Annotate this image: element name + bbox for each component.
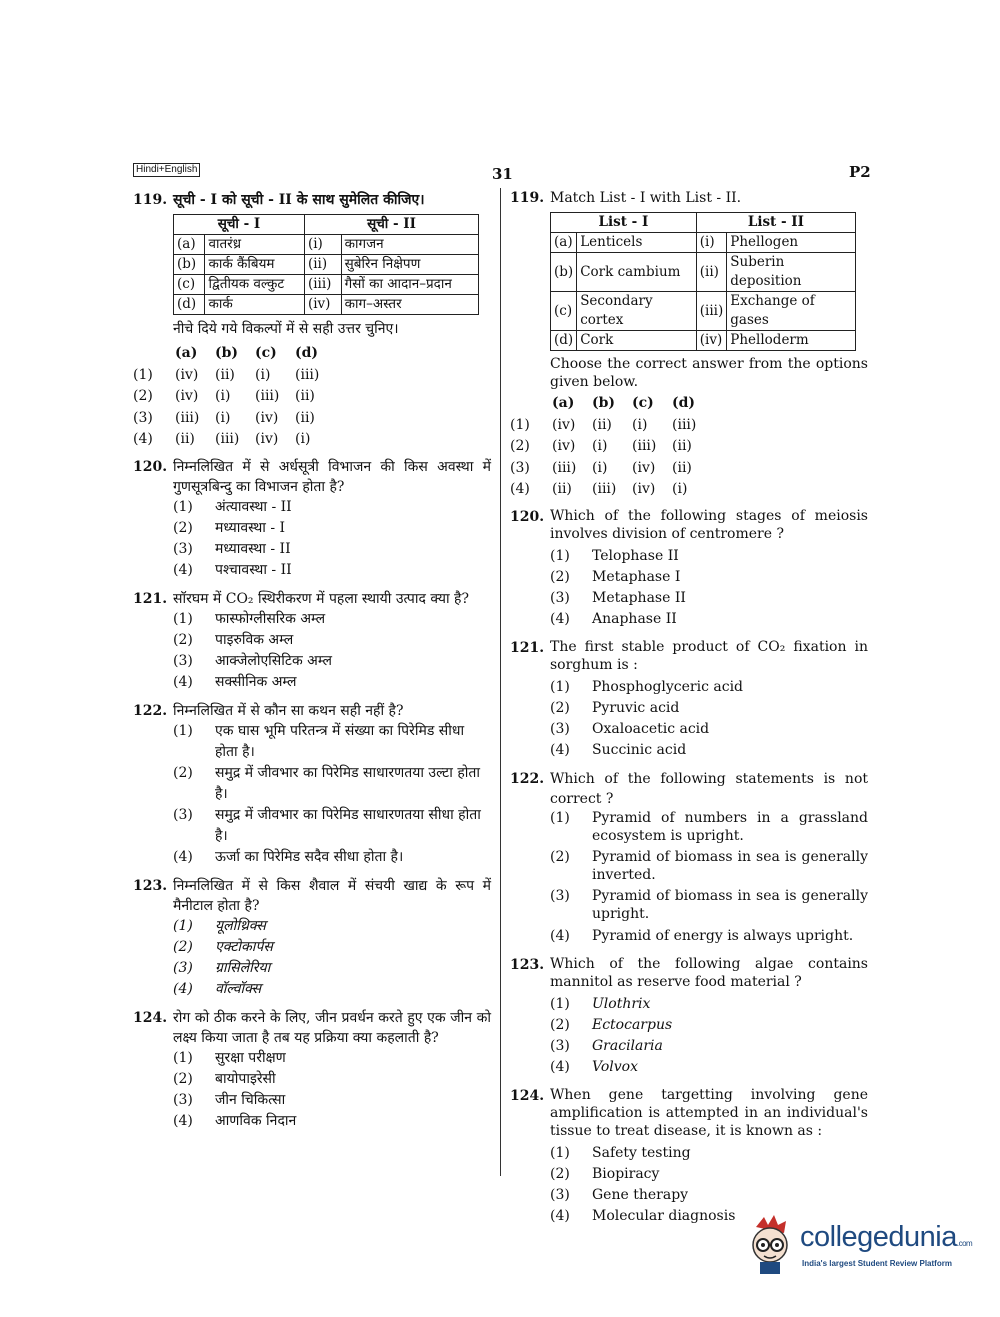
brand-tagline: India's largest Student Review Platform: [802, 1259, 952, 1268]
option: (2) Pyramid of biomass in sea is generally inverted.: [550, 848, 868, 883]
table-row: (b) Cork cambium (ii) Suberin deposition: [551, 253, 856, 292]
list2-header: सूची - II: [304, 215, 478, 235]
option: (4) Anaphase II: [550, 610, 677, 627]
option: (2) Ectocarpus: [550, 1016, 673, 1033]
match-table: [550, 212, 856, 351]
option: (3) आक्जेलोएसिटिक अम्ल: [173, 652, 332, 669]
question-text: Which of the following algae contains mannitol as reserve food material ?: [550, 955, 868, 990]
option: (1) Phosphoglyceric acid: [550, 678, 744, 695]
list1-header: List - I: [551, 213, 697, 233]
instruction-text: Choose the correct answer from the options given below.: [550, 356, 868, 390]
option: (1) एक घास भूमि परितन्त्र में संख्या का पिरेमिड सीधा होता है।: [173, 722, 465, 760]
option: (2) बायोपाइरेसी: [173, 1070, 276, 1087]
question-122-hi: 122. निम्नलिखित में से कौन सा कथन सही नहीं है? (1) एक घास भूमि परितन्त्र में संख्या का पिरेमिड सीधा होता है। (2) समुद्र में जीवभार का पिरेमिड साधारणतया उल्टा होता है। (3) समुद्र में जीवभार का पिरेमिड साधारणतया सीधा होता है। (4) ऊर्जा का पिरेमिड सदैव सीधा होता है।: [133, 701, 491, 868]
question-text: निम्नलिखित में से अर्धसूत्री विभाजन की किस अवस्था में गुणसूत्रबिन्दु का विभाजन होता है?: [173, 458, 491, 495]
option: (4) Pyramid of energy is always upright.: [550, 927, 854, 944]
list2-header: List - II: [696, 213, 855, 233]
table-row: (b) कार्क कैंबियम (ii) सुबेरिन निक्षेपण: [174, 255, 479, 275]
answer-grid: (a) (b) (c) (d) (1) (iv) (ii) (i) (iii) (2) (iv) (i) (iii) (ii) (3) (iii) (i) (iv) (ii) (4) (ii) (iii) (iv) (i): [133, 345, 320, 447]
instruction-text: नीचे दिये गये विकल्पों में से सही उत्तर चुनिए।: [173, 321, 399, 337]
option: (4) Succinic acid: [550, 741, 687, 758]
table-row: (c) द्वितीयक वल्कुट (iii) गैसों का आदान–प्रदान: [174, 275, 479, 295]
option: (3) Gene therapy: [550, 1186, 689, 1203]
question-text: Which of the following stages of meiosis involves division of centromere ?: [550, 507, 868, 542]
option: (3) Oxaloacetic acid: [550, 720, 710, 737]
question-120-hi: 120. निम्नलिखित में से अर्धसूत्री विभाजन की किस अवस्था में गुणसूत्रबिन्दु का विभाजन होता है? (1) अंत्यावस्था - II (2) मध्यावस्था - I (3) मध्यावस्था - II (4) पश्चावस्था - II: [133, 457, 491, 581]
question-text: Which of the following statements is not correct ?: [550, 770, 868, 807]
table-row: (c) Secondary cortex (iii) Exchange of gases: [551, 292, 856, 331]
table-row: (d) Cork (iv) Phelloderm: [551, 331, 856, 351]
question-number: 119.: [133, 192, 168, 208]
option: (4) सक्सीनिक अम्ल: [173, 673, 297, 690]
option: (2) समुद्र में जीवभार का पिरेमिड साधारणतया उल्टा होता है।: [173, 764, 480, 802]
table-row: (d) कार्क (iv) काग–अस्तर: [174, 295, 479, 315]
mascot-icon: [742, 1211, 798, 1277]
option: (2) Biopiracy: [550, 1165, 660, 1182]
question-124-en: 124. When gene targetting involving gene amplification is attempted in an individual's tissue to treat disease, it is known as : (1) Safety testing (2) Biopiracy (3) Gene therapy (4) Molecular diagnosis: [510, 1086, 868, 1227]
option: (2) पाइरुविक अम्ल: [173, 631, 294, 648]
option: (3) जीन चिकित्सा: [173, 1091, 286, 1108]
column-divider: [500, 188, 501, 1176]
option: (4) Volvox: [550, 1058, 638, 1075]
option: (4) Molecular diagnosis: [550, 1207, 736, 1224]
language-tag: Hindi+English: [133, 163, 200, 177]
option: (1) Pyramid of numbers in a grassland ecosystem is upright.: [550, 809, 868, 844]
question-text: निम्नलिखित में से कौन सा कथन सही नहीं है?: [173, 702, 404, 719]
hindi-column: [133, 190, 491, 1140]
question-text: सूची - I को सूची - II के साथ सुमेलित कीजिए।: [173, 192, 425, 208]
question-text: Match List - I with List - II.: [550, 190, 742, 206]
question-123-hi: 123. निम्नलिखित में से किस शैवाल में संचयी खाद्य के रूप में मैनीटाल होता है? (1) यूलोथ्रिक्स (2) एक्टोकार्पस (3) ग्रासिलेरिया (4) वॉल्वॉक्स: [133, 876, 491, 1000]
option: (2) एक्टोकार्पस: [173, 938, 273, 955]
paper-code: P2: [849, 163, 871, 181]
list1-header: सूची - I: [174, 215, 305, 235]
option: (4) पश्चावस्था - II: [173, 561, 292, 578]
option: (1) फास्फोग्लीसरिक अम्ल: [173, 610, 326, 627]
question-text: निम्नलिखित में से किस शैवाल में संचयी खाद्य के रूप में मैनीटाल होता है?: [173, 877, 491, 914]
question-121-en: 121. The first stable product of CO₂ fixation in sorghum is : (1) Phosphoglyceric acid (2) Pyruvic acid (3) Oxaloacetic acid (4) Succinic acid: [510, 638, 868, 761]
question-124-hi: 124. रोग को ठीक करने के लिए, जीन प्रवर्धन करते हुए एक जीन को लक्ष्य किया जाता है तब यह प्रक्रिया क्या कहलाती है? (1) सुरक्षा परीक्षण (2) बायोपाइरेसी (3) जीन चिकित्सा (4) आणविक निदान: [133, 1008, 491, 1132]
question-119-hi: [133, 190, 491, 339]
option: (3) ग्रासिलेरिया: [173, 959, 271, 976]
option: (2) Pyruvic acid: [550, 699, 680, 716]
option: (3) Metaphase II: [550, 589, 686, 606]
collegedunia-logo[interactable]: [742, 1211, 973, 1281]
option: (3) समुद्र में जीवभार का पिरेमिड साधारणतया सीधा होता है।: [173, 806, 481, 844]
option: (1) यूलोथ्रिक्स: [173, 917, 266, 934]
question-text: The first stable product of CO₂ fixation in sorghum is :: [550, 638, 868, 673]
question-text: When gene targetting involving gene amplification is attempted in an individual's tissue to treat disease, it is known as :: [550, 1086, 868, 1139]
question-text: सॉरघम में CO₂ स्थिरीकरण में पहला स्थायी उत्पाद क्या है?: [173, 590, 469, 607]
option: (2) मध्यावस्था - I: [173, 519, 286, 536]
question-120-en: 120. Which of the following stages of meiosis involves division of centromere ? (1) Telophase II (2) Metaphase I (3) Metaphase II (4) Anaphase II: [510, 507, 868, 630]
option: (1) Telophase II: [550, 547, 679, 564]
table-row: (a) Lenticels (i) Phellogen: [551, 233, 856, 253]
question-text: रोग को ठीक करने के लिए, जीन प्रवर्धन करते हुए एक जीन को लक्ष्य किया जाता है तब यह प्रक्रिया क्या कहलाती है?: [173, 1009, 491, 1046]
page-number: 31: [492, 165, 513, 183]
question-121-hi: 121. सॉरघम में CO₂ स्थिरीकरण में पहला स्थायी उत्पाद क्या है? (1) फास्फोग्लीसरिक अम्ल (2) पाइरुविक अम्ल (3) आक्जेलोएसिटिक अम्ल (4) सक्सीनिक अम्ल: [133, 589, 491, 693]
option: (3) Pyramid of biomass in sea is generally upright.: [550, 887, 868, 922]
option: (1) सुरक्षा परीक्षण: [173, 1049, 286, 1066]
english-column: [510, 188, 868, 1235]
option: (1) अंत्यावस्था - II: [173, 498, 292, 515]
option: (1) Safety testing: [550, 1144, 691, 1161]
match-table: [173, 214, 479, 315]
option: (1) Ulothrix: [550, 995, 651, 1012]
option: (4) ऊर्जा का पिरेमिड सदैव सीधा होता है।: [173, 848, 404, 865]
option: (2) Metaphase I: [550, 568, 681, 585]
answer-grid: (a) (b) (c) (d) (1) (iv) (ii) (i) (iii) (2) (iv) (i) (iii) (ii) (3) (iii) (i) (iv) (ii) (4) (ii) (iii) (iv) (i): [510, 395, 697, 497]
table-row: (a) वातरंध्र (i) कागजन: [174, 235, 479, 255]
brand-name: collegedunia.com: [800, 1221, 973, 1253]
option: (4) वॉल्वॉक्स: [173, 980, 262, 997]
option: (3) Gracilaria: [550, 1037, 663, 1054]
question-123-en: 123. Which of the following algae contains mannitol as reserve food material ? (1) Ulothrix (2) Ectocarpus (3) Gracilaria (4) Volvox: [510, 955, 868, 1078]
option: (4) आणविक निदान: [173, 1112, 297, 1129]
option: (3) मध्यावस्था - II: [173, 540, 291, 557]
question-119-en: 119. Match List - I with List - II. List - I List - II (a) Lenticels (i) Phellogen (b) Cork cambium (ii) Suberin deposition (c) Secondary cortex (iii) Exchange of gases (d) Cork (iv) Phelloderm Choose the correct answer from the options given below.: [510, 190, 868, 390]
question-122-en: 122. Which of the following statements is not correct ? (1) Pyramid of numbers in a grassland ecosystem is upright. (2) Pyramid of biomass in sea is generally inverted. (3) Pyramid of biomass in sea is generally upright. (4) Pyramid of energy is always upright.: [510, 769, 868, 947]
